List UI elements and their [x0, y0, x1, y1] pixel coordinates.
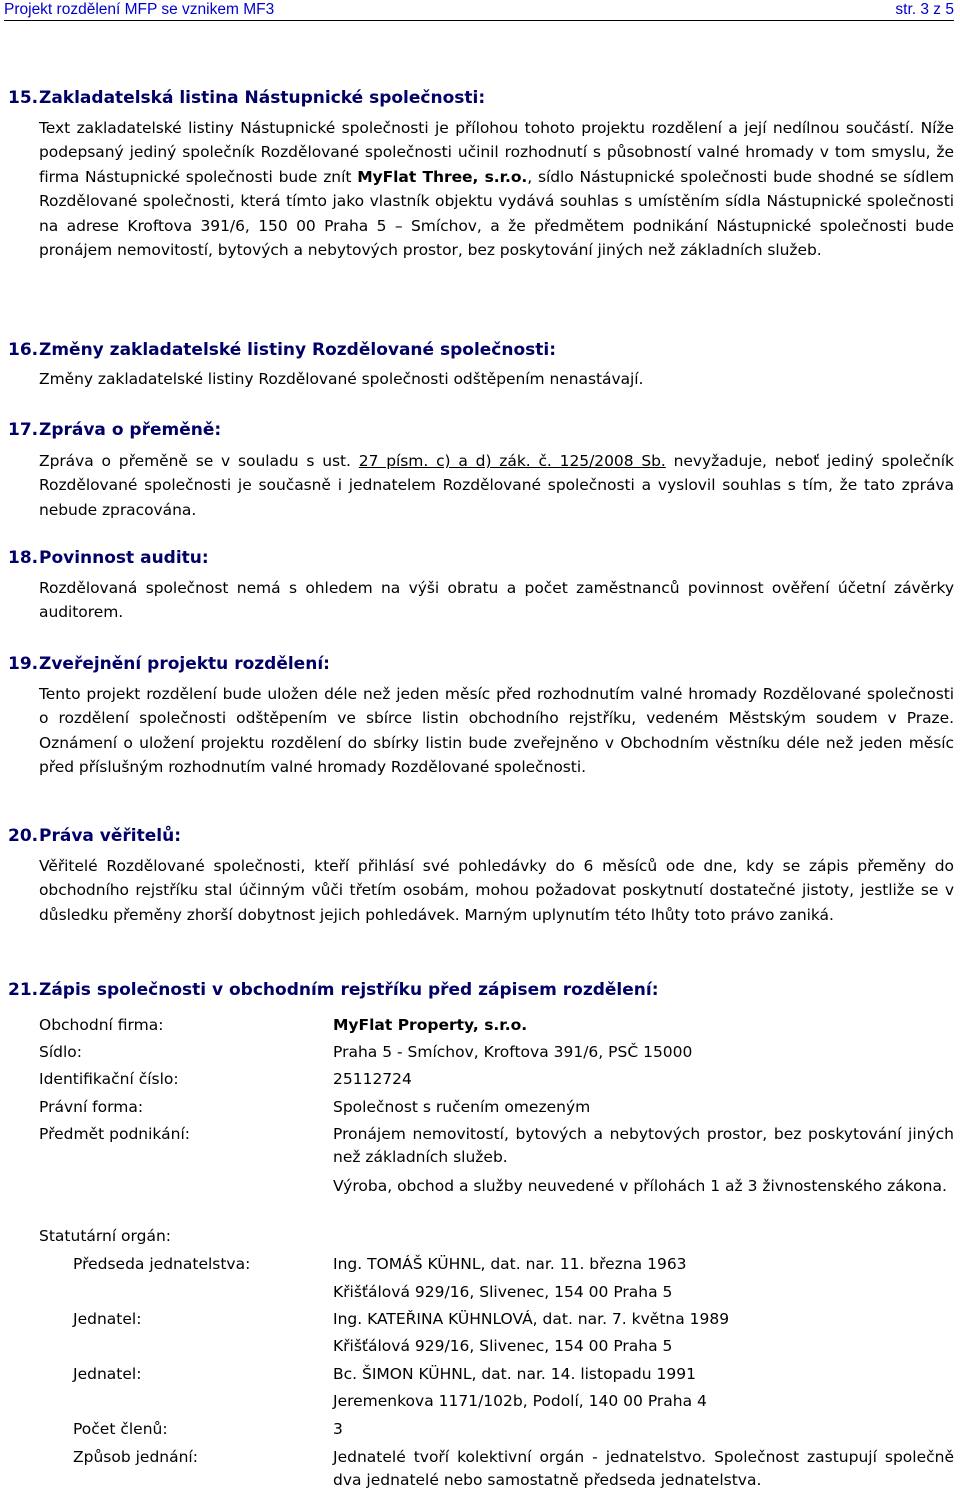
register-address: Křišťálová 929/16, Slivenec, 154 00 Praha 5 [333, 1283, 673, 1301]
section-15-text: Text zakladatelské listiny Nástupnické společnosti je přílohou tohoto projektu rozdělení a její nedílnou součástí. Níže podepsaný jediný společník Rozdělované společnosti učinil rozhodnutí s působností valné hromady v tom smyslu, že firma Nástupnické společnosti bude znít MyFlat Three, s.r.o., sídlo Nástupnické společnosti bude shodné se sídlem Rozdělované společnosti, která tímto jako vlastník objektu vydává souhlas s umístěním sídla Nástupnické společnosti na adrese Kroftova 391/6, 150 00 Praha 5 – Smíchov, a že předmětem podnikání Nástupnické společnosti bude pronájem nemovitostí, bytových a nebytových prostor, bez poskytování jiných než základních služeb. [39, 119, 955, 260]
register-value: Ing. KATEŘINA KÜHNLOVÁ, dat. nar. 7. května 1989 [333, 1310, 730, 1328]
register-label: Jednatel: [73, 1310, 142, 1328]
register-label: Identifikační číslo: [39, 1070, 179, 1088]
section-17 [8, 420, 954, 522]
section-18 [8, 548, 954, 625]
register-label: Obchodní firma: [39, 1016, 164, 1034]
section-20-heading: 20.Práva věřitelů: [8, 826, 181, 846]
section-19-text: Tento projekt rozdělení bude uložen déle než jeden měsíc před rozhodnutím valné hromady Rozdělované společnosti o rozdělení společnosti odštěpením ve sbírce listin obchodního rejstříku, vedeném Městským soudem v Praze. Oznámení o uložení projektu rozdělení do sbírky listin bude zveřejněno v Obchodním věstníku déle než jeden měsíc před příslušným rozhodnutím valné hromady Rozdělované společnosti. [39, 685, 954, 777]
register-label: Počet členů: [73, 1420, 168, 1438]
header-rule [4, 20, 954, 21]
register-label: Jednatel: [73, 1365, 142, 1383]
register-label: Předmět podnikání: [39, 1125, 190, 1143]
register-address: Křišťálová 929/16, Slivenec, 154 00 Praha 5 [333, 1337, 673, 1355]
header-title: Projekt rozdělení MFP se vznikem MF3 [4, 1, 275, 18]
register-label: Předseda jednatelstva: [73, 1255, 251, 1273]
section-21 [8, 980, 954, 1000]
register-label: Způsob jednání: [73, 1448, 198, 1466]
law-reference: 27 písm. c) a d) zák. č. 125/2008 Sb. [358, 452, 666, 470]
section-16 [8, 340, 954, 391]
company-name-new: MyFlat Three, s.r.o. [357, 167, 528, 186]
register-address: Jeremenkova 1171/102b, Podolí, 140 00 Praha 4 [333, 1392, 707, 1410]
section-16-heading: 16.Změny zakladatelské listiny Rozdělované společnosti: [8, 340, 557, 360]
register-label: Sídlo: [39, 1043, 82, 1061]
register-value: Ing. TOMÁŠ KÜHNL, dat. nar. 11. března 1963 [333, 1255, 687, 1273]
register-value: MyFlat Property, s.r.o. [333, 1016, 528, 1034]
section-20-text: Věřitelé Rozdělované společnosti, kteří přihlásí své pohledávky do 6 měsíců ode dne, kdy se zápis přeměny do obchodního rejstříku stal účinným vůči třetím osobám, mohou požadovat poskytnutí dostatečné jistoty, jestliže se v důsledku přeměny zhorší dobytnost jejich pohledávek. Marným uplynutím této lhůty toto právo zaniká. [39, 857, 954, 924]
page-header [0, 0, 960, 22]
register-value: Praha 5 - Smíchov, Kroftova 391/6, PSČ 15000 [333, 1043, 693, 1061]
section-18-text: Rozdělovaná společnost nemá s ohledem na výši obratu a počet zaměstnanců povinnost ověření účetní závěrky auditorem. [39, 579, 954, 622]
section-16-text: Změny zakladatelské listiny Rozdělované společnosti odštěpením nenastávají. [39, 370, 644, 388]
register-value: 25112724 [333, 1070, 412, 1088]
page-number: str. 3 z 5 [895, 1, 954, 18]
register-label: Právní forma: [39, 1098, 144, 1116]
section-19 [8, 654, 954, 780]
section-21-heading: 21.Zápis společnosti v obchodním rejstříku před zápisem rozdělení: [8, 980, 659, 1000]
register-value: 3 [333, 1420, 343, 1438]
register-value: Výroba, obchod a služby neuvedené v přílohách 1 až 3 živnostenského zákona. [333, 1177, 947, 1195]
section-20 [8, 826, 954, 927]
section-18-heading: 18.Povinnost auditu: [8, 548, 209, 568]
section-17-text: Zpráva o přeměně se v souladu s ust. 27 písm. c) a d) zák. č. 125/2008 Sb. nevyžaduje, neboť jediný společník Rozdělované společnosti je současně i jednatelem Rozdělované společnosti a vyslovil souhlas s tím, že tato zpráva nebude zpracována. [39, 452, 954, 519]
section-19-heading: 19.Zveřejnění projektu rozdělení: [8, 654, 330, 674]
section-15-heading: 15.Zakladatelská listina Nástupnické společnosti: [8, 88, 486, 108]
register-value: Bc. ŠIMON KÜHNL, dat. nar. 14. listopadu 1991 [333, 1365, 696, 1383]
section-15 [8, 88, 954, 262]
register-label: Statutární orgán: [39, 1227, 172, 1245]
register-value: Jednatelé tvoří kolektivní orgán - jednatelstvo. Společnost zastupují společně dva jednatelé nebo samostatně předseda jednatelstva. [333, 1448, 954, 1489]
register-value: Společnost s ručením omezeným [333, 1098, 591, 1116]
register-value: Pronájem nemovitostí, bytových a nebytových prostor, bez poskytování jiných než základních služeb. [333, 1125, 954, 1166]
section-17-heading: 17.Zpráva o přeměně: [8, 420, 222, 440]
